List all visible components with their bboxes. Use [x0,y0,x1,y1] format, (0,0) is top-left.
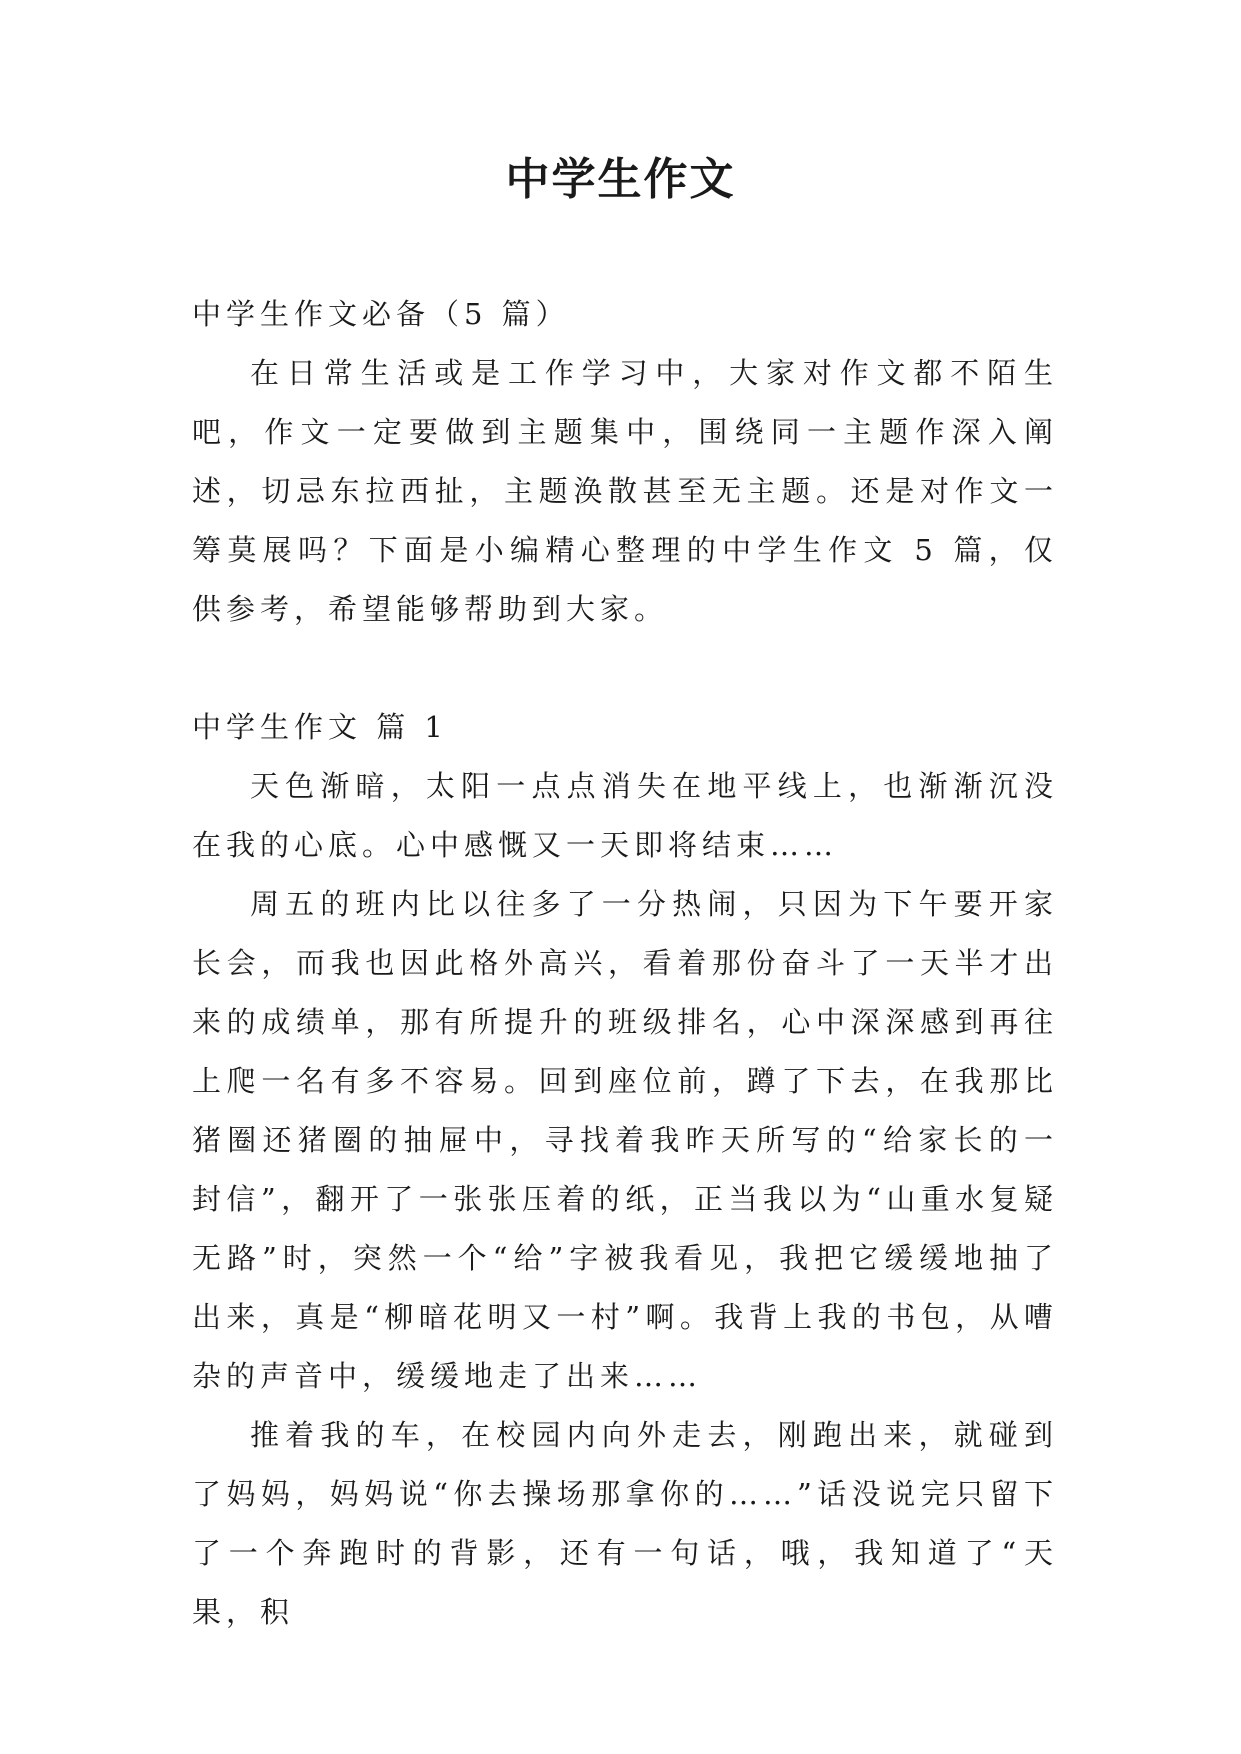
section1-paragraph: 周五的班内比以往多了一分热闹，只因为下午要开家长会，而我也因此格外高兴，看着那份奋斗了一天半才出来的成绩单，那有所提升的班级排名，心中深深感到再往上爬一名有多不容易。回到座位前，蹲了下去，在我那比猪圈还猪圈的抽屉中，寻找着我昨天所写的“给家长的一封信”，翻开了一张张压着的纸，正当我以为“山重水复疑无路”时，突然一个“给”字被我看见，我把它缓缓地抽了出来，真是“柳暗花明又一村”啊。我背上我的书包，从嘈杂的声音中，缓缓地走了出来…… [192,887,1058,1393]
section1-paragraph: 天色渐暗，太阳一点点消失在地平线上，也渐渐沉没在我的心底。心中感慨又一天即将结束…… [192,769,1058,862]
section-heading-1: 中学生作文 篇 1 [192,710,448,744]
section1-paragraph: 推着我的车，在校园内向外走去，刚跑出来，就碰到了妈妈，妈妈说“你去操场那拿你的……”话没说完只留下了一个奔跑时的背影，还有一句话，哦，我知道了“天果，积 [192,1418,1058,1629]
document-subtitle: 中学生作文必备（5 篇） [192,297,570,331]
document-body [192,285,1058,1642]
document-title: 中学生作文 [505,154,736,205]
intro-paragraph: 在日常生活或是工作学习中，大家对作文都不陌生吧，作文一定要做到主题集中，围绕同一主题作深入阐述，切忌东拉西扯，主题涣散甚至无主题。还是对作文一筹莫展吗？下面是小编精心整理的中学生作文 5 篇，仅供参考，希望能够帮助到大家。 [192,356,1058,626]
